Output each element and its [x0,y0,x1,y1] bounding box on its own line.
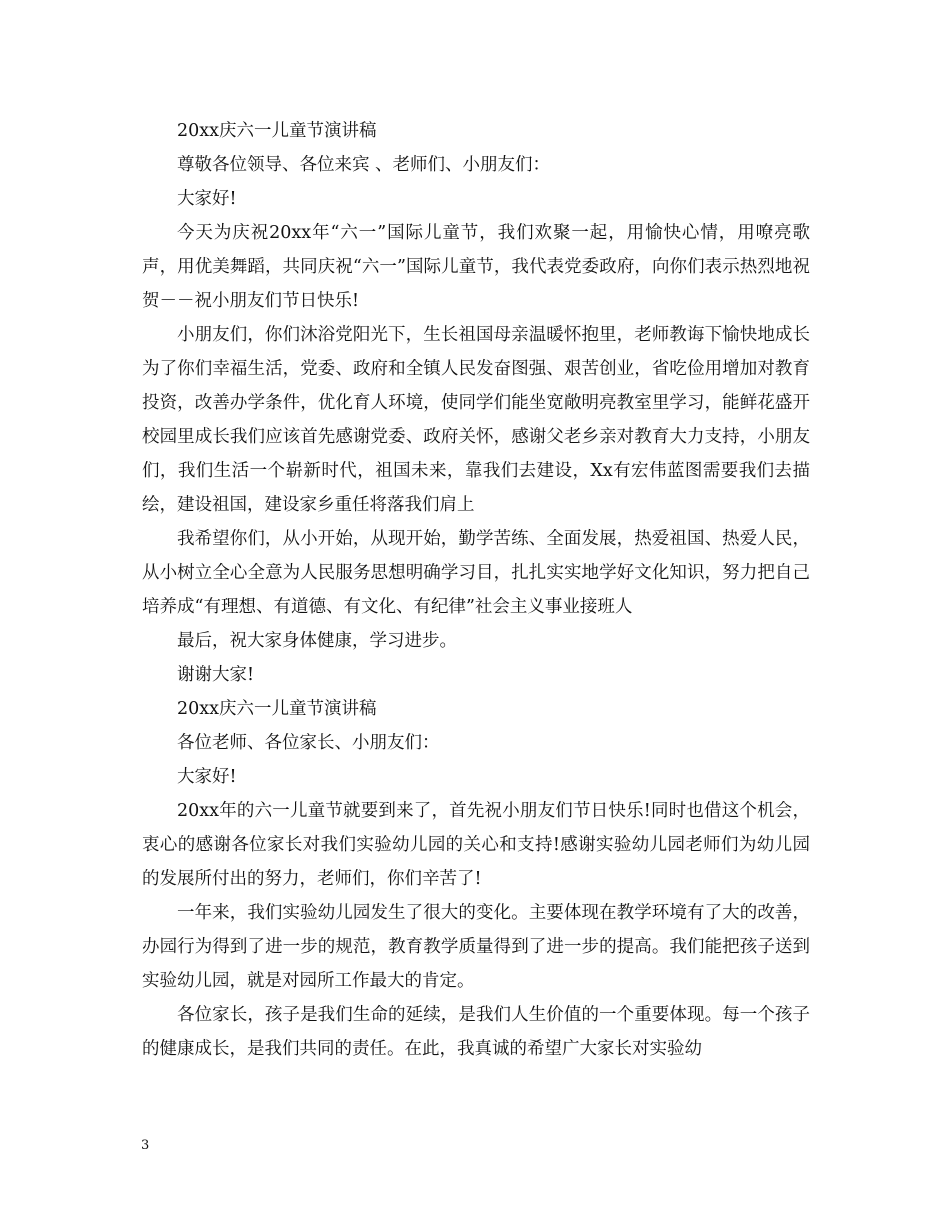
paragraph: 20xx年的六一儿童节就要到来了，首先祝小朋友们节日快乐!同时也借这个机会，衷心的感谢各位家长对我们实验幼儿园的关心和支持!感谢实验幼儿园老师们为幼儿园的发展所付出的努力，老师们，你们辛苦了! [142,801,810,889]
paragraph: 各位家长，孩子是我们生命的延续，是我们人生价值的一个重要体现。每一个孩子的健康成长，是我们共同的责任。在此，我真诚的希望广大家长对实验幼 [142,1005,810,1059]
paragraph: 小朋友们，你们沐浴党阳光下，生长祖国母亲温暖怀抱里，老师教诲下愉快地成长为了你们幸福生活，党委、政府和全镇人民发奋图强、艰苦创业，省吃俭用增加对教育投资，改善办学条件，优化育人环境，使同学们能坐宽敞明亮教室里学习，能鲜花盛开校园里成长我们应该首先感谢党委、政府关怀，感谢父老乡亲对教育大力支持，小朋友们，我们生活一个崭新时代，祖国未来，靠我们去建设，Xx有宏伟蓝图需要我们去描绘，建设祖国，建设家乡重任将落我们肩上 [142,325,810,515]
speech-title: 20xx庆六一儿童节演讲稿 [177,121,377,141]
salutation: 尊敬各位领导、各位来宾 、老师们、小朋友们： [177,155,551,175]
thanks-line: 谢谢大家! [177,665,255,685]
closing-wish: 最后，祝大家身体健康，学习进步。 [177,631,457,651]
paragraph: 今天为庆祝20xx年“六一”国际儿童节，我们欢聚一起，用愉快心情，用嘹亮歌声，用优美舞蹈，共同庆祝“六一”国际儿童节，我代表党委政府，向你们表示热烈地祝贺－－祝小朋友们节日快乐! [142,223,810,311]
greeting: 大家好! [177,189,237,209]
greeting: 大家好! [177,767,237,787]
salutation: 各位老师、各位家长、小朋友们： [177,733,440,753]
document-body [142,114,810,1066]
speech-title: 20xx庆六一儿童节演讲稿 [177,699,377,719]
page-number: 3 [141,1138,150,1153]
paragraph: 一年来，我们实验幼儿园发生了很大的变化。主要体现在教学环境有了大的改善，办园行为得到了进一步的规范，教育教学质量得到了进一步的提高。我们能把孩子送到实验幼儿园，就是对园所工作最大的肯定。 [142,903,810,991]
paragraph: 我希望你们，从小开始，从现开始，勤学苦练、全面发展，热爱祖国、热爱人民，从小树立全心全意为人民服务思想明确学习目，扎扎实实地学好文化知识，努力把自己培养成“有理想、有道德、有文化、有纪律”社会主义事业接班人 [142,529,810,617]
